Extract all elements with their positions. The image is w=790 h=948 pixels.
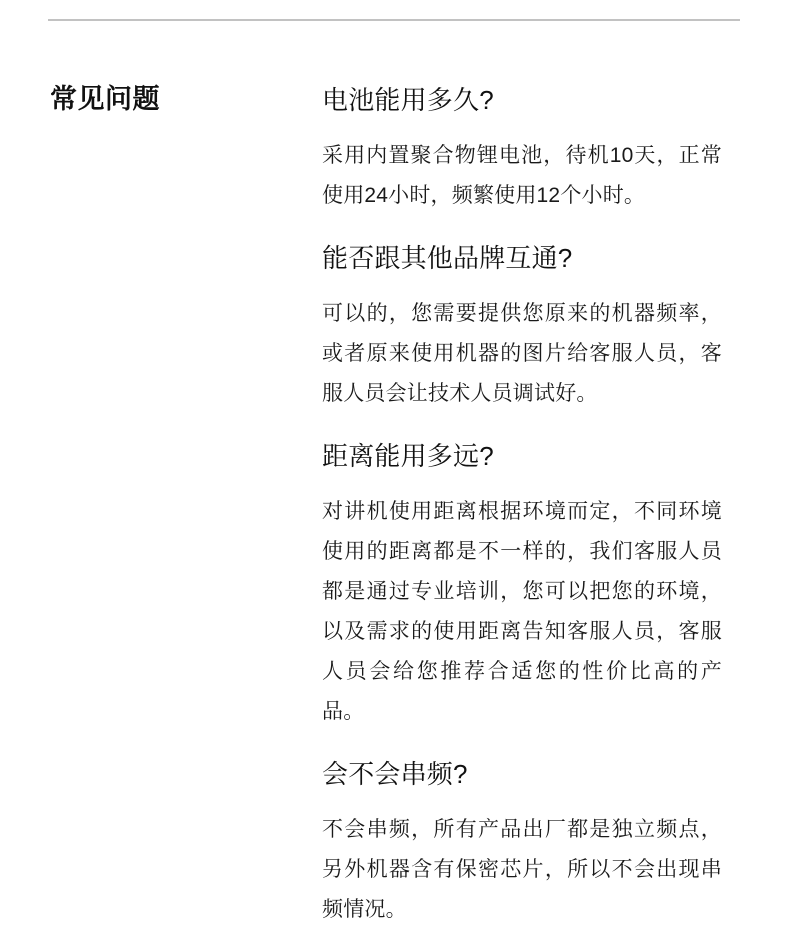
faq-item: [322, 82, 722, 216]
faq-question: 能否跟其他品牌互通?: [322, 243, 573, 273]
faq-item: [322, 240, 722, 414]
faq-question: 会不会串频?: [322, 759, 468, 789]
faq-question: 电池能用多久?: [322, 85, 494, 115]
page-title: 常见问题: [50, 84, 160, 114]
faq-layout: [0, 82, 790, 940]
faq-question: 距离能用多远?: [322, 441, 494, 471]
faq-answer: 对讲机使用距离根据环境而定，不同环境使用的距离都是不一样的，我们客服人员都是通过专业培训，您可以把您的环境，以及需求的使用距离告知客服人员，客服人员会给您推荐合适您的性价比高的产品。: [322, 500, 722, 723]
faq-item: [322, 438, 722, 732]
faq-answer: 采用内置聚合物锂电池，待机10天，正常使用24小时，频繁使用12个小时。: [322, 144, 722, 207]
faq-left-column: [0, 82, 322, 116]
top-divider: [48, 19, 740, 21]
faq-item: [322, 756, 722, 930]
faq-answer: 可以的，您需要提供您原来的机器频率，或者原来使用机器的图片给客服人员，客服人员会让技术人员调试好。: [322, 302, 722, 405]
faq-right-column: [322, 82, 790, 940]
faq-answer: 不会串频，所有产品出厂都是独立频点，另外机器含有保密芯片，所以不会出现串频情况。: [322, 818, 722, 921]
